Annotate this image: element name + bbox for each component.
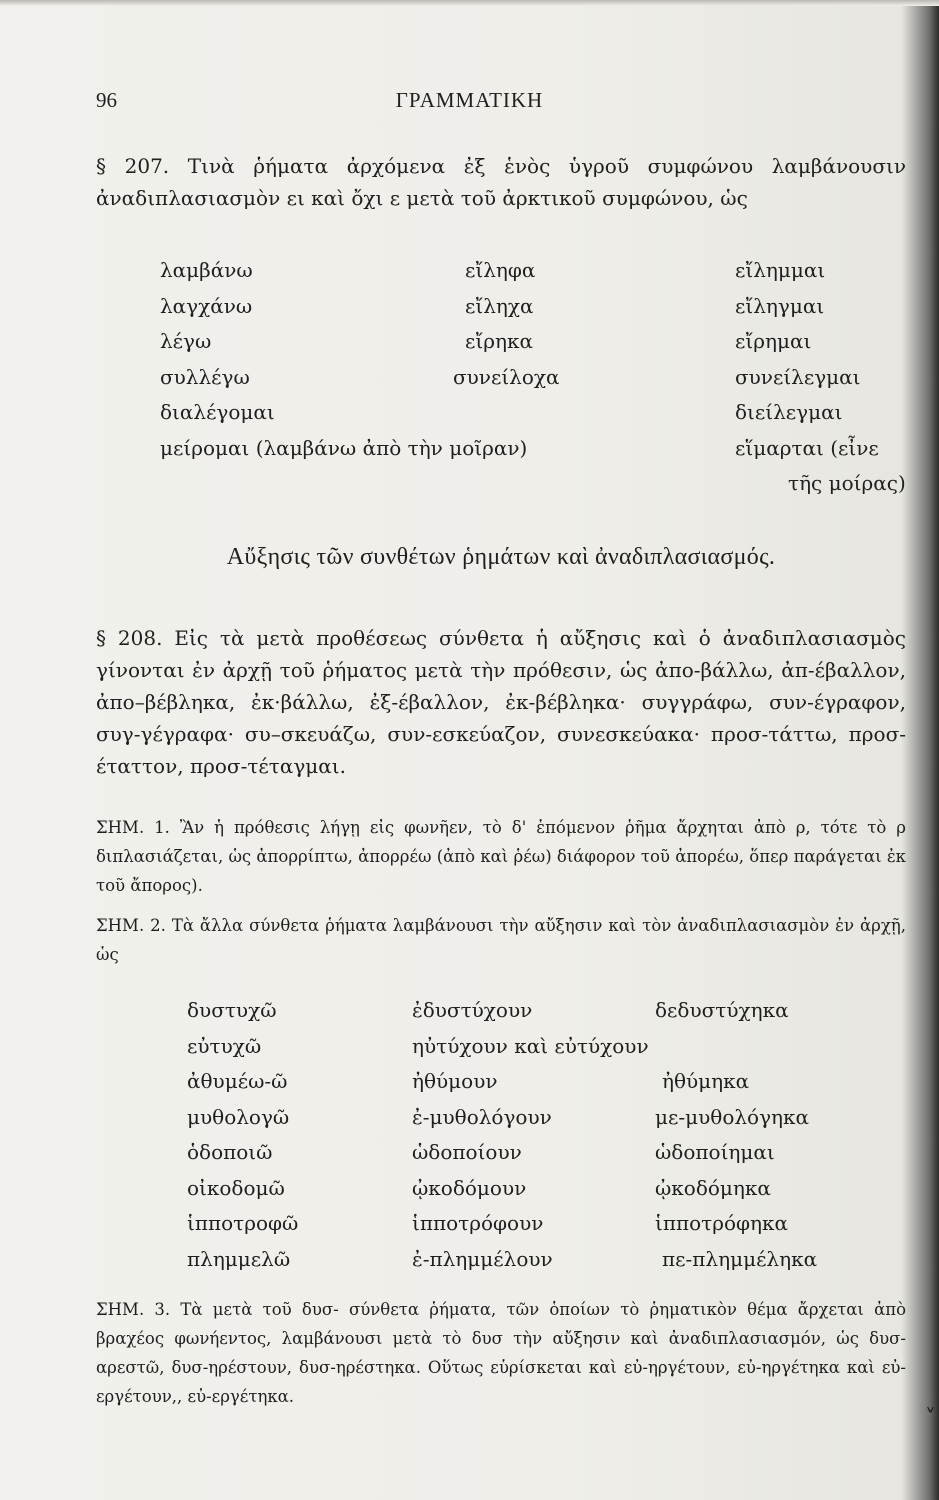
perfect-form: ἱπποτρόφηκα <box>655 1211 789 1235</box>
present-form: οἰκοδομῶ <box>187 1175 285 1200</box>
table-row <box>160 324 906 360</box>
perfect-form: με-μυθολόγηκα <box>655 1104 810 1129</box>
present-form: διαλέγομαι <box>160 400 275 424</box>
table-row <box>160 289 906 325</box>
perfect-passive-form: εἴληγμαι <box>735 293 825 318</box>
page-header <box>96 88 843 118</box>
table-row <box>160 466 906 502</box>
present-form: ὁδοποιῶ <box>187 1140 273 1164</box>
verb-table-2 <box>187 993 906 1277</box>
pencil-mark-icon: ˬ <box>925 1387 936 1412</box>
section-207-paragraph: § 207. Τινὰ ῥήματα ἀρχόμενα ἐξ ἑνὸς ὑγροῦ συμφώνου λαμβάνουσιν ἀναδιπλασιασμὸν ει καὶ ὄχι ε μετὰ τοῦ ἀρκτικοῦ συμφώνου, ὡς <box>96 154 906 210</box>
imperfect-form: ᾠκοδόμουν <box>412 1175 527 1200</box>
table-row <box>187 993 906 1029</box>
table-row <box>160 253 906 289</box>
present-form: μείρομαι (λαμβάνω ἀπὸ τὴν μοῖραν) <box>160 435 528 460</box>
imperfect-form: ηὐτύχουν καὶ εὐτύχουν <box>412 1033 649 1058</box>
perfect-active-form: εἴληχα <box>465 293 534 318</box>
table-row <box>160 431 906 467</box>
imperfect-form: ὡδοποίουν <box>412 1140 522 1164</box>
perfect-passive-form: διείλεγμαι <box>735 400 843 424</box>
perfect-passive-form: συνείλεγμαι <box>735 364 861 389</box>
perfect-form: ᾠκοδόμηκα <box>655 1175 771 1200</box>
note-3: ΣΗΜ. 3. Τὰ μετὰ τοῦ δυσ- σύνθετα ῥήματα, τῶν ὁποίων τὸ ῥηματικὸν θέμα ἄρχεται ἀπὸ βραχέος φωνήεντος, λαμβάνουσι μετὰ τὸ δυσ τὴν αὔξησιν καὶ ἀναδιπλασιασμόν, ὡς δυσ-αρεστῶ, δυσ-ηρέστουν, δυσ-ηρέστηκα. Οὕτως εὑρίσκεται καὶ εὐ-ηργέτουν, εὐ-ηργέτηκα καὶ εὐ-εργέτουν,, εὐ-εργέτηκα. <box>96 1300 906 1406</box>
imperfect-form: ἐδυστύχουν <box>412 998 533 1022</box>
present-form: λέγω <box>160 329 212 353</box>
imperfect-form: ἐ-πλημμέλουν <box>412 1246 553 1271</box>
table-row <box>187 1100 906 1136</box>
page-number: 96 <box>96 88 117 112</box>
present-form: λαγχάνω <box>160 293 253 318</box>
page-top-edge <box>0 0 939 6</box>
note-2: ΣΗΜ. 2. Τὰ ἄλλα σύνθετα ῥήματα λαμβάνουσι τὴν αὔξησιν καὶ τὸν ἀναδιπλασιασμὸν ἐν ἀρχῇ, ὡς <box>96 916 906 964</box>
present-form: ἱπποτροφῶ <box>187 1211 299 1235</box>
present-form: συλλέγω <box>160 364 250 389</box>
running-title: ΓΡΑΜΜΑΤΙΚΗ <box>395 88 544 112</box>
present-form: δυστυχῶ <box>187 998 277 1022</box>
table-row <box>187 1171 906 1207</box>
section-heading: Αὔξησις τῶν συνθέτων ῥημάτων καὶ ἀναδιπλασιασμός. <box>226 544 776 570</box>
note-1: ΣΗΜ. 1. Ἂν ἡ πρόθεσις λήγῃ εἰς φωνῆεν, τὸ δ' ἑπόμενον ῥῆμα ἄρχηται ἀπὸ ρ, τότε τὸ ρ διπλασιάζεται, ὡς ἀπορρίπτω, ἀπορρέω (ἀπὸ καὶ ῥέω) διάφορον τοῦ ἀπορέω, ὅπερ παράγεται ἐκ τοῦ ἄπορος). <box>96 818 906 895</box>
perfect-form: δεδυστύχηκα <box>655 998 789 1022</box>
perfect-form: ἠθύμηκα <box>662 1069 750 1093</box>
present-form: μυθολογῶ <box>187 1104 290 1129</box>
table-row <box>160 360 906 396</box>
table-row <box>187 1135 906 1171</box>
present-form: πλημμελῶ <box>187 1246 291 1271</box>
table-row <box>160 395 906 431</box>
section-208-paragraph: § 208. Εἰς τὰ μετὰ προθέσεως σύνθετα ἡ αὔξησις καὶ ὁ ἀναδιπλασιασμὸς γίνονται ἐν ἀρχῇ τοῦ ῥήματος μετὰ τὴν πρόθεσιν, ὡς ἀπο-βάλλω, ἀπ-έβαλλον, ἀπο–βέβληκα, ἐκ·βάλλω, ἐξ-έβαλλον, ἐκ-βέβληκα· συγγράφω, συν-έγραφον, συγ-γέγραφα· συ–σκευάζω, συν-εσκεύαζον, συνεσκεύακα· προσ-τάττω, προσ-έταττον, προσ-τέταγμαι. <box>96 626 906 778</box>
present-form: εὐτυχῶ <box>187 1033 262 1058</box>
table-row <box>187 1206 906 1242</box>
perfect-passive-form: τῆς μοίρας) <box>788 471 906 495</box>
table-row <box>187 1064 906 1100</box>
perfect-active-form: εἴρηκα <box>465 329 533 353</box>
perfect-passive-form: εἴρημαι <box>735 329 812 353</box>
perfect-form: πε-πλημμέληκα <box>662 1246 818 1271</box>
perfect-passive-form: εἴλημμαι <box>735 258 826 282</box>
imperfect-form: ἐ-μυθολόγουν <box>412 1104 552 1129</box>
verb-table-1 <box>160 253 906 502</box>
present-form: ἀθυμέω-ῶ <box>187 1069 288 1093</box>
present-form: λαμβάνω <box>160 258 253 282</box>
perfect-active-form: εἴληφα <box>465 258 536 282</box>
perfect-active-form: συνείλοχα <box>453 364 560 389</box>
perfect-passive-form: εἵμαρται (εἶνε <box>735 435 879 460</box>
table-row <box>187 1242 906 1278</box>
table-row <box>187 1029 906 1065</box>
imperfect-form: ἠθύμουν <box>412 1069 498 1093</box>
perfect-form: ὡδοποίημαι <box>655 1140 775 1164</box>
imperfect-form: ἱπποτρόφουν <box>412 1211 544 1235</box>
